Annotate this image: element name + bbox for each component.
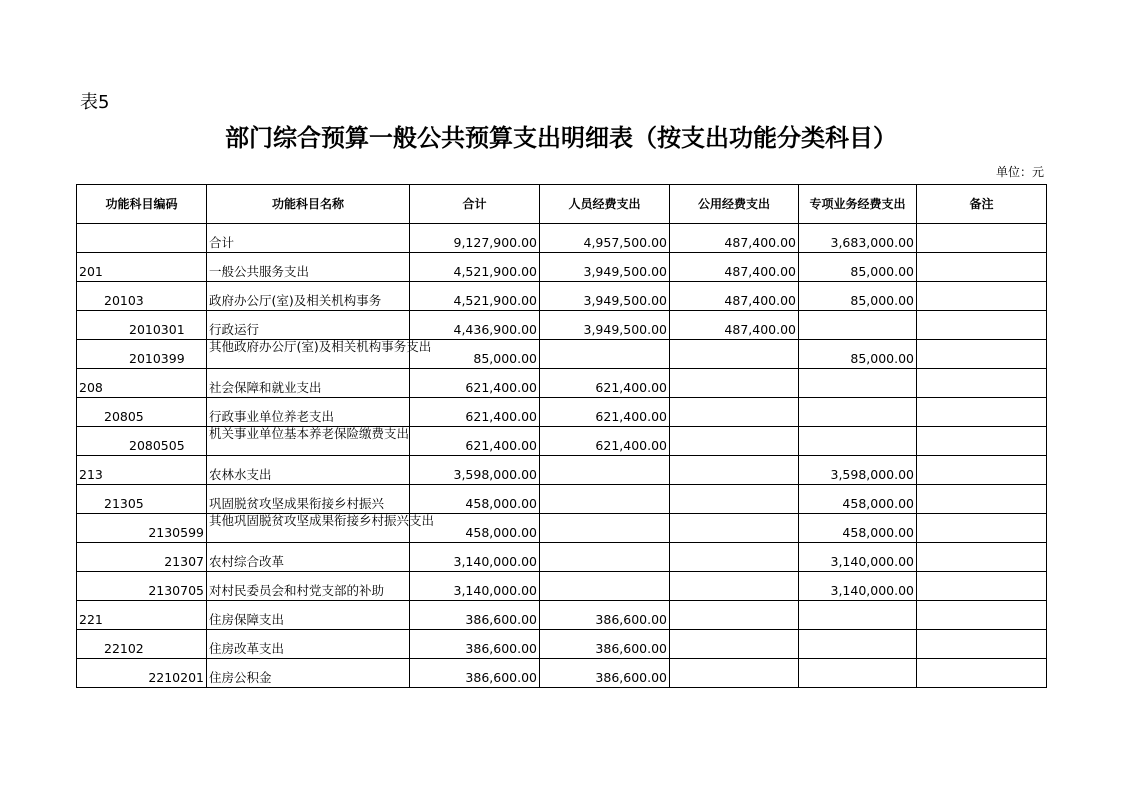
row-name: 一般公共服务支出 bbox=[207, 253, 410, 282]
row-public bbox=[670, 659, 799, 688]
row-total: 4,521,900.00 bbox=[410, 282, 540, 311]
table-row bbox=[77, 282, 1047, 311]
row-public: 487,400.00 bbox=[670, 253, 799, 282]
row-code: 201 bbox=[77, 253, 207, 282]
row-name: 住房公积金 bbox=[207, 659, 410, 688]
row-code bbox=[77, 224, 207, 253]
row-name-text: 其他巩固脱贫攻坚成果衔接乡村振兴支出 bbox=[209, 513, 435, 528]
row-special: 85,000.00 bbox=[799, 253, 917, 282]
row-code: 2080505 bbox=[77, 427, 207, 456]
row-name: 合计 bbox=[207, 224, 410, 253]
row-public: 487,400.00 bbox=[670, 311, 799, 340]
row-code: 20103 bbox=[77, 282, 207, 311]
row-name-text: 其他政府办公厅(室)及相关机构事务支出 bbox=[209, 339, 432, 354]
row-public: 487,400.00 bbox=[670, 224, 799, 253]
row-public: 487,400.00 bbox=[670, 282, 799, 311]
row-special: 3,683,000.00 bbox=[799, 224, 917, 253]
row-total: 3,140,000.00 bbox=[410, 572, 540, 601]
header-note: 备注 bbox=[917, 185, 1047, 224]
row-special: 85,000.00 bbox=[799, 340, 917, 369]
row-name: 巩固脱贫攻坚成果衔接乡村振兴 bbox=[207, 485, 410, 514]
row-public bbox=[670, 485, 799, 514]
header-personnel: 人员经费支出 bbox=[540, 185, 670, 224]
table-row bbox=[77, 224, 1047, 253]
row-personnel: 3,949,500.00 bbox=[540, 282, 670, 311]
row-public bbox=[670, 369, 799, 398]
row-total: 386,600.00 bbox=[410, 601, 540, 630]
row-name: 政府办公厅(室)及相关机构事务 bbox=[207, 282, 410, 311]
row-code: 2210201 bbox=[77, 659, 207, 688]
row-special bbox=[799, 630, 917, 659]
row-special bbox=[799, 659, 917, 688]
page-title: 部门综合预算一般公共预算支出明细表（按支出功能分类科目） bbox=[225, 123, 897, 152]
row-note bbox=[917, 282, 1047, 311]
table-row bbox=[77, 311, 1047, 340]
row-total: 9,127,900.00 bbox=[410, 224, 540, 253]
row-name: 对村民委员会和村党支部的补助 bbox=[207, 572, 410, 601]
row-public bbox=[670, 427, 799, 456]
table-row bbox=[77, 253, 1047, 282]
row-code: 2010399 bbox=[77, 340, 207, 369]
row-total: 4,436,900.00 bbox=[410, 311, 540, 340]
row-total: 621,400.00 bbox=[410, 369, 540, 398]
row-special: 3,140,000.00 bbox=[799, 572, 917, 601]
row-total: 621,400.00 bbox=[410, 398, 540, 427]
row-special bbox=[799, 398, 917, 427]
row-public bbox=[670, 601, 799, 630]
row-code: 208 bbox=[77, 369, 207, 398]
row-name bbox=[207, 339, 432, 369]
table-row bbox=[77, 601, 1047, 630]
row-code: 221 bbox=[77, 601, 207, 630]
row-code: 20805 bbox=[77, 398, 207, 427]
row-personnel: 4,957,500.00 bbox=[540, 224, 670, 253]
table-row bbox=[77, 485, 1047, 514]
row-special: 3,598,000.00 bbox=[799, 456, 917, 485]
row-total: 3,598,000.00 bbox=[410, 456, 540, 485]
row-personnel bbox=[540, 543, 670, 572]
row-note bbox=[917, 340, 1047, 369]
row-personnel: 621,400.00 bbox=[540, 427, 670, 456]
row-note bbox=[917, 253, 1047, 282]
row-code: 213 bbox=[77, 456, 207, 485]
row-public bbox=[670, 572, 799, 601]
row-total: 621,400.00 bbox=[410, 427, 540, 456]
row-code: 2130599 bbox=[77, 514, 207, 543]
table-row bbox=[77, 572, 1047, 601]
row-personnel bbox=[540, 340, 670, 369]
row-name: 农村综合改革 bbox=[207, 543, 410, 572]
row-personnel: 3,949,500.00 bbox=[540, 253, 670, 282]
header-code: 功能科目编码 bbox=[77, 185, 207, 224]
row-public bbox=[670, 340, 799, 369]
row-note bbox=[917, 427, 1047, 456]
table-row bbox=[77, 456, 1047, 485]
table-number: 表5 bbox=[80, 92, 110, 113]
row-personnel: 386,600.00 bbox=[540, 659, 670, 688]
unit-label: 单位：元 bbox=[995, 165, 1044, 179]
table-row bbox=[77, 514, 1047, 543]
row-personnel: 3,949,500.00 bbox=[540, 311, 670, 340]
row-public bbox=[670, 514, 799, 543]
table-row bbox=[77, 340, 1047, 369]
row-personnel: 386,600.00 bbox=[540, 630, 670, 659]
row-note bbox=[917, 456, 1047, 485]
row-personnel: 621,400.00 bbox=[540, 369, 670, 398]
row-personnel bbox=[540, 456, 670, 485]
row-note bbox=[917, 659, 1047, 688]
header-public: 公用经费支出 bbox=[670, 185, 799, 224]
row-name-text: 机关事业单位基本养老保险缴费支出 bbox=[209, 426, 410, 441]
row-special: 458,000.00 bbox=[799, 514, 917, 543]
table-row bbox=[77, 543, 1047, 572]
row-note bbox=[917, 311, 1047, 340]
row-total: 85,000.00 bbox=[410, 340, 540, 369]
row-name: 农林水支出 bbox=[207, 456, 410, 485]
row-note bbox=[917, 398, 1047, 427]
row-total: 458,000.00 bbox=[410, 514, 540, 543]
header-row bbox=[77, 185, 1047, 224]
row-note bbox=[917, 601, 1047, 630]
row-total: 386,600.00 bbox=[410, 630, 540, 659]
row-total: 3,140,000.00 bbox=[410, 543, 540, 572]
row-name bbox=[207, 427, 410, 456]
row-total: 458,000.00 bbox=[410, 485, 540, 514]
table-row bbox=[77, 398, 1047, 427]
row-special: 85,000.00 bbox=[799, 282, 917, 311]
table-row bbox=[77, 369, 1047, 398]
row-note bbox=[917, 369, 1047, 398]
row-personnel: 621,400.00 bbox=[540, 398, 670, 427]
budget-table bbox=[76, 184, 1047, 688]
row-note bbox=[917, 572, 1047, 601]
row-personnel bbox=[540, 514, 670, 543]
header-name: 功能科目名称 bbox=[207, 185, 410, 224]
row-special: 458,000.00 bbox=[799, 485, 917, 514]
row-public bbox=[670, 630, 799, 659]
row-name: 住房改革支出 bbox=[207, 630, 410, 659]
row-code: 22102 bbox=[77, 630, 207, 659]
row-special bbox=[799, 311, 917, 340]
row-personnel bbox=[540, 485, 670, 514]
row-total: 386,600.00 bbox=[410, 659, 540, 688]
row-note bbox=[917, 485, 1047, 514]
row-name: 行政运行 bbox=[207, 311, 410, 340]
row-public bbox=[670, 456, 799, 485]
row-total: 4,521,900.00 bbox=[410, 253, 540, 282]
header-total: 合计 bbox=[410, 185, 540, 224]
header-special: 专项业务经费支出 bbox=[799, 185, 917, 224]
row-code: 2130705 bbox=[77, 572, 207, 601]
row-code: 21307 bbox=[77, 543, 207, 572]
row-name: 住房保障支出 bbox=[207, 601, 410, 630]
row-personnel bbox=[540, 572, 670, 601]
row-note bbox=[917, 630, 1047, 659]
row-special: 3,140,000.00 bbox=[799, 543, 917, 572]
row-personnel: 386,600.00 bbox=[540, 601, 670, 630]
row-name: 社会保障和就业支出 bbox=[207, 369, 410, 398]
row-note bbox=[917, 543, 1047, 572]
row-public bbox=[670, 543, 799, 572]
row-note bbox=[917, 224, 1047, 253]
row-name bbox=[207, 513, 435, 543]
row-special bbox=[799, 369, 917, 398]
row-note bbox=[917, 514, 1047, 543]
table-row bbox=[77, 659, 1047, 688]
row-name: 行政事业单位养老支出 bbox=[207, 398, 410, 427]
row-code: 21305 bbox=[77, 485, 207, 514]
row-code: 2010301 bbox=[77, 311, 207, 340]
table-row bbox=[77, 630, 1047, 659]
row-public bbox=[670, 398, 799, 427]
table-row bbox=[77, 427, 1047, 456]
row-special bbox=[799, 427, 917, 456]
row-special bbox=[799, 601, 917, 630]
